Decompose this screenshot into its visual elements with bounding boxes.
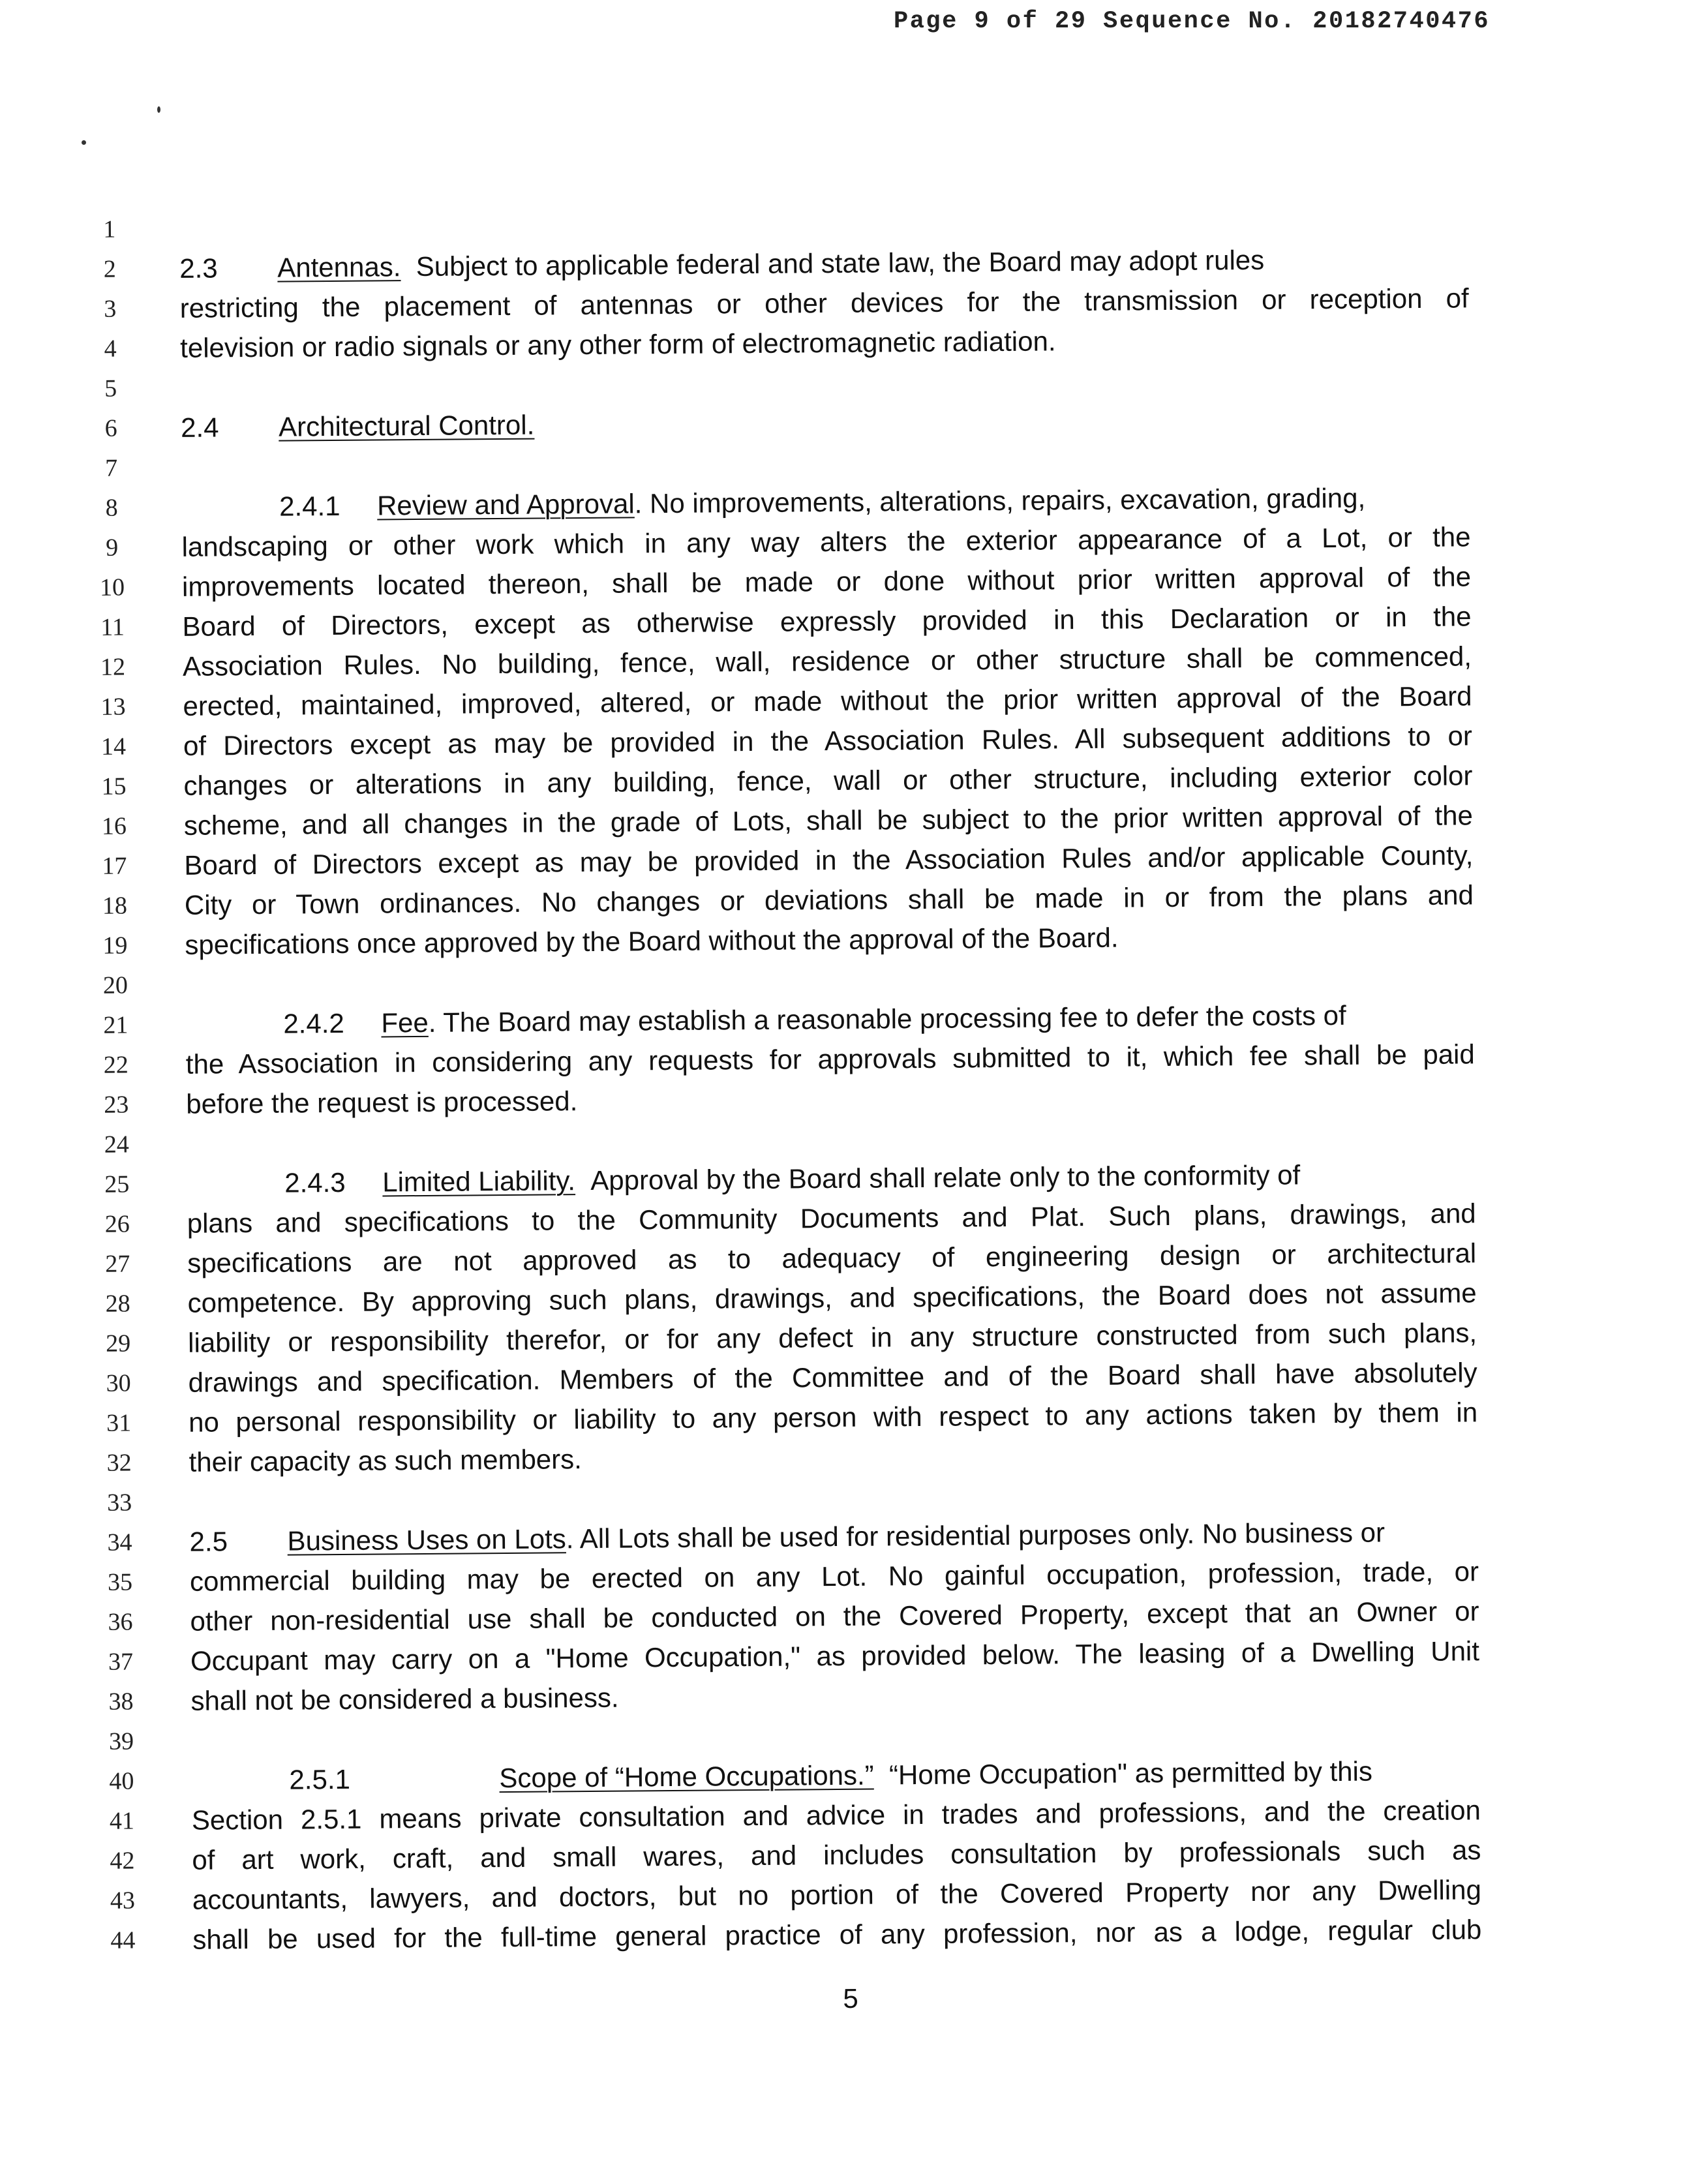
line-number: 18 — [102, 892, 128, 920]
section-title: Scope of “Home Occupations.” — [499, 1759, 874, 1794]
line-number: 27 — [105, 1250, 130, 1278]
paragraph-line: Board of Directors, except as otherwise expressly provided in this Declaration or in the — [182, 601, 1472, 642]
paragraph-line: the Association in considering any requests for approvals submitted to it, which fee shall be paid — [185, 1039, 1475, 1080]
paragraph-text: Subject to applicable federal and state law, the Board may adopt rules — [416, 244, 1265, 282]
paragraph-line: other non-residential use shall be conducted on the Covered Property, except that an Owner or — [190, 1596, 1479, 1637]
line-number: 15 — [101, 772, 127, 800]
line-number: 32 — [106, 1449, 132, 1477]
paragraph-line: specifications are not approved as to adequacy of engineering design or architectural — [187, 1237, 1477, 1279]
line-number: 3 — [104, 295, 117, 323]
section-number: 2.3 — [179, 252, 218, 284]
paragraph-line: plans and specifications to the Community Documents and Plat. Such plans, drawings, and — [187, 1198, 1476, 1239]
line-number: 14 — [100, 733, 127, 761]
paragraph-line: changes or alterations in any building, fence, wall or other structure, including exterior color — [183, 760, 1473, 801]
paragraph-line: Association Rules. No building, fence, wall, residence or other structure shall be commenced, — [182, 641, 1472, 682]
section-title: Fee — [381, 1007, 429, 1039]
section-number: 2.5.1 — [289, 1763, 351, 1795]
paragraph-line: Section 2.5.1 means private consultation and advice in trades and professions, and the creation — [191, 1795, 1481, 1836]
line-number: 34 — [107, 1528, 132, 1556]
line-number: 36 — [108, 1608, 133, 1636]
line-number: 20 — [102, 971, 129, 999]
section-title: Antennas. — [277, 251, 401, 283]
line-number: 40 — [109, 1767, 134, 1795]
line-number: 16 — [101, 812, 127, 840]
section-title: Architectural Control. — [278, 409, 535, 442]
line-number: 43 — [110, 1887, 136, 1915]
line-number: 12 — [100, 653, 126, 681]
line-number: 7 — [104, 454, 118, 482]
paragraph-line: before the request is processed. — [186, 1085, 578, 1119]
paragraph-line: Occupant may carry on a "Home Occupation," as provided below. The leasing of a Dwelling Unit — [190, 1635, 1480, 1676]
paragraph-text: . The Board may establish a reasonable processing fee to defer the costs of — [428, 999, 1346, 1038]
line-number: 17 — [102, 852, 127, 880]
line-number: 9 — [105, 534, 119, 562]
line-number: 22 — [103, 1051, 129, 1079]
line-number: 28 — [105, 1290, 130, 1318]
line-number: 11 — [100, 613, 125, 641]
section-number: 2.5 — [189, 1526, 228, 1557]
paragraph-line: of art work, craft, and small wares, and includes consultation by professionals such as — [192, 1834, 1481, 1875]
line-number: 44 — [110, 1926, 136, 1954]
paragraph-line: liability or responsibility therefor, or for any defect in any structure constructed from such plans, — [187, 1317, 1477, 1358]
line-number: 23 — [104, 1091, 129, 1119]
section-title: Review and Approval — [376, 488, 635, 521]
line-number: 5 — [104, 374, 117, 402]
paragraph-line: Board of Directors except as may be provided in the Association Rules and/or applicable County, — [184, 840, 1474, 881]
paragraph-line: landscaping or other work which in any way alters the exterior appearance of a Lot, or the — [181, 521, 1471, 562]
section-title: Business Uses on Lots — [287, 1523, 566, 1556]
line-number: 33 — [106, 1489, 132, 1517]
line-number: 10 — [99, 573, 125, 601]
line-number: 42 — [110, 1847, 135, 1875]
section-number: 2.4 — [180, 412, 219, 443]
paragraph-line: City or Town ordinances. No changes or deviations shall be made in or from the plans and — [184, 879, 1474, 920]
line-number: 19 — [102, 932, 128, 960]
paragraph-line: scheme, and all changes in the grade of Lots, shall be subject to the prior written approval of the — [183, 800, 1474, 841]
section-number: 2.4.3 — [284, 1166, 346, 1198]
paragraph-text: “Home Occupation" as permitted by this — [888, 1755, 1373, 1791]
line-number: 38 — [108, 1688, 134, 1716]
paragraph-line: of Directors except as may be provided in the Association Rules. All subsequent additions to or — [183, 720, 1473, 761]
paragraph-line: drawings and specification. Members of the Committee and of the Board shall have absolutely — [188, 1357, 1477, 1398]
line-number: 31 — [106, 1409, 132, 1437]
paragraph-line: commercial building may be erected on any Lot. No gainful occupation, profession, trade, or — [189, 1556, 1479, 1597]
line-number: 35 — [107, 1568, 133, 1596]
paragraph-text: . All Lots shall be used for residential purposes only. No business or — [566, 1517, 1386, 1555]
line-number: 1 — [103, 215, 116, 243]
line-number: 8 — [105, 494, 118, 522]
line-number: 29 — [106, 1329, 131, 1357]
line-number: 41 — [109, 1807, 135, 1835]
line-number: 24 — [104, 1130, 129, 1159]
line-number: 6 — [104, 414, 117, 442]
paragraph-line: specifications once approved by the Board without the approval of the Board. — [185, 922, 1119, 960]
line-number: 30 — [106, 1369, 131, 1397]
line-number: 25 — [104, 1170, 130, 1198]
page-number: 5 — [843, 1982, 858, 2014]
paragraph-line: erected, maintained, improved, altered, or made without the prior written approval of the Board — [183, 680, 1472, 721]
paragraph-line: improvements located thereon, shall be made or done without prior written approval of the — [181, 561, 1472, 602]
paragraph-line: accountants, lawyers, and doctors, but no portion of the Covered Property nor any Dwelling — [192, 1874, 1482, 1915]
line-number: 39 — [108, 1727, 134, 1755]
line-number: 2 — [103, 255, 116, 283]
line-number: 26 — [104, 1210, 130, 1238]
paragraph-line: shall not be considered a business. — [190, 1682, 619, 1716]
section-number: 2.4.2 — [283, 1007, 344, 1039]
paragraph-text: . No improvements, alterations, repairs, excavation, grading, — [634, 482, 1366, 519]
page-sequence-stamp: Page 9 of 29 Sequence No. 20182740476 — [894, 8, 1491, 35]
paragraph-line: restricting the placement of antennas or other devices for the transmission or reception of — [179, 282, 1469, 324]
section-number: 2.4.1 — [279, 490, 341, 522]
paragraph-line: television or radio signals or any other form of electromagnetic radiation. — [180, 326, 1056, 363]
section-title: Limited Liability. — [382, 1165, 576, 1198]
paragraph-text: Approval by the Board shall relate only to the conformity of — [590, 1159, 1301, 1196]
paragraph-line: competence. By approving such plans, drawings, and specifications, the Board does not assume — [187, 1277, 1477, 1318]
paragraph-line: shall be used for the full-time general practice of any profession, nor as a lodge, regular club — [192, 1914, 1482, 1955]
line-number: 21 — [103, 1011, 129, 1039]
line-number: 37 — [108, 1648, 134, 1676]
line-number: 13 — [100, 693, 126, 721]
paragraph-line: no personal responsibility or liability to any person with respect to any actions taken by them in — [188, 1397, 1478, 1438]
paragraph-line: their capacity as such members. — [189, 1444, 583, 1478]
line-number: 4 — [104, 335, 117, 363]
